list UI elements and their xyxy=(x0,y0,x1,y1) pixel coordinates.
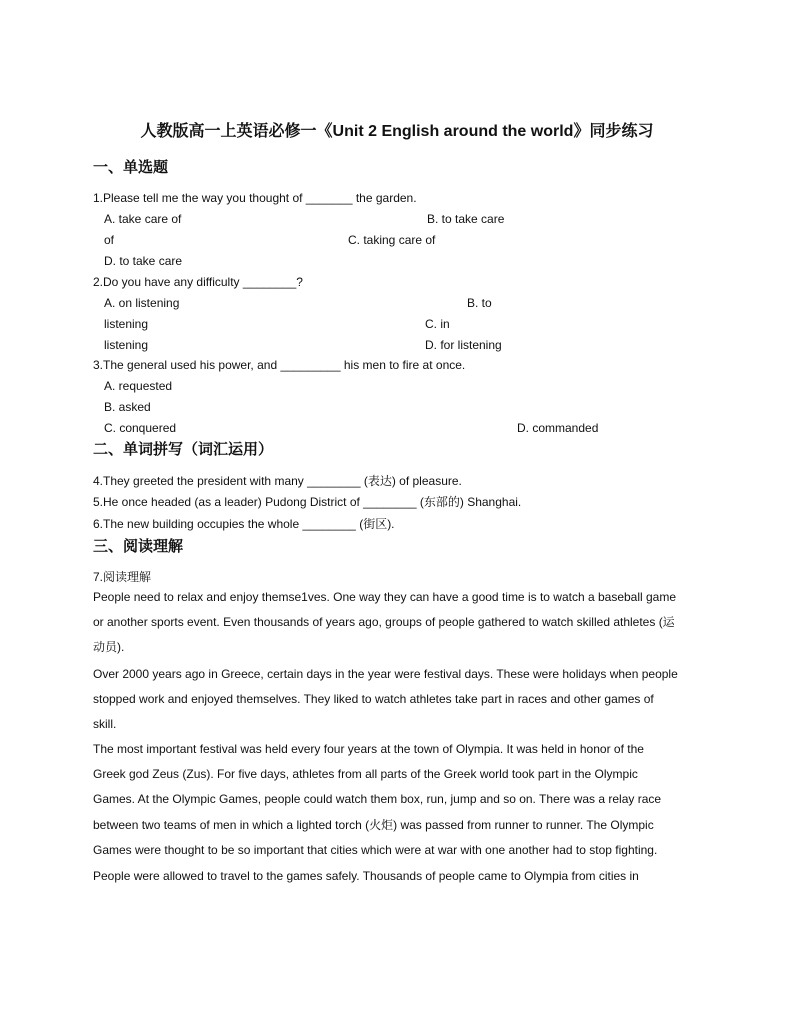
question-2-option-c-continued: listening xyxy=(104,338,149,352)
question-6: 6.The new building occupies the whole ________ (街区). xyxy=(93,517,395,531)
question-4: 4.They greeted the president with many ________ (表达) of pleasure. xyxy=(93,474,462,488)
passage-line: People need to relax and enjoy themse1ves. One way they can have a good time is to watch a baseball game xyxy=(93,590,677,604)
question-5: 5.He once headed (as a leader) Pudong District of ________ (东部的) Shanghai. xyxy=(93,495,522,509)
passage-line: Games were thought to be so important that cities which were at war with one another had to stop fighting. xyxy=(93,843,658,857)
section-heading-word-spelling: 二、单词拼写（词汇运用） xyxy=(93,441,274,458)
passage-line: 动员). xyxy=(93,640,125,654)
document-title: 人教版高一上英语必修一《Unit 2 English around the world》同步练习 xyxy=(140,123,654,140)
question-1-option-c: C. taking care of xyxy=(348,233,436,247)
question-1-option-b-continued: of xyxy=(104,233,115,247)
section-heading-single-choice: 一、单选题 xyxy=(93,159,169,176)
passage-line: The most important festival was held every four years at the town of Olympia. It was held in honor of the xyxy=(93,742,644,756)
question-3-option-c: C. conquered xyxy=(104,421,177,435)
question-3-option-a: A. requested xyxy=(104,379,173,393)
question-3-stem: 3.The general used his power, and _________ his men to fire at once. xyxy=(93,358,466,372)
passage-line: Greek god Zeus (Zus). For five days, athletes from all parts of the Greek world took part in the Olympic xyxy=(93,767,638,781)
passage-line: stopped work and enjoyed themselves. They liked to watch athletes take part in races and other games of xyxy=(93,692,654,706)
question-2-option-b: B. to xyxy=(467,296,492,310)
question-7-label: 7.阅读理解 xyxy=(93,570,152,584)
section-heading-reading: 三、阅读理解 xyxy=(93,538,184,555)
question-2-option-c: C. in xyxy=(425,317,450,331)
question-3-option-b: B. asked xyxy=(104,400,151,414)
question-1-option-b: B. to take care xyxy=(427,212,505,226)
question-2-option-d: D. for listening xyxy=(425,338,502,352)
question-1-option-d: D. to take care xyxy=(104,254,183,268)
passage-line: Over 2000 years ago in Greece, certain days in the year were festival days. These were holidays when people xyxy=(93,667,678,681)
question-2-option-b-continued: listening xyxy=(104,317,149,331)
question-3-option-d: D. commanded xyxy=(517,421,599,435)
question-1-stem: 1.Please tell me the way you thought of _______ the garden. xyxy=(93,191,417,205)
passage-line: Games. At the Olympic Games, people could watch them box, run, jump and so on. There was a relay race xyxy=(93,792,662,806)
question-2-option-a: A. on listening xyxy=(104,296,180,310)
question-2-stem: 2.Do you have any difficulty ________? xyxy=(93,275,303,289)
question-1-option-a: A. take care of xyxy=(104,212,182,226)
passage-line: or another sports event. Even thousands of years ago, groups of people gathered to watch skilled athletes (运 xyxy=(93,615,675,629)
passage-line: between two teams of men in which a lighted torch (火炬) was passed from runner to runner. The Olympic xyxy=(93,818,654,832)
passage-line: People were allowed to travel to the games safely. Thousands of people came to Olympia from cities in xyxy=(93,869,639,883)
passage-line: skill. xyxy=(93,717,117,731)
